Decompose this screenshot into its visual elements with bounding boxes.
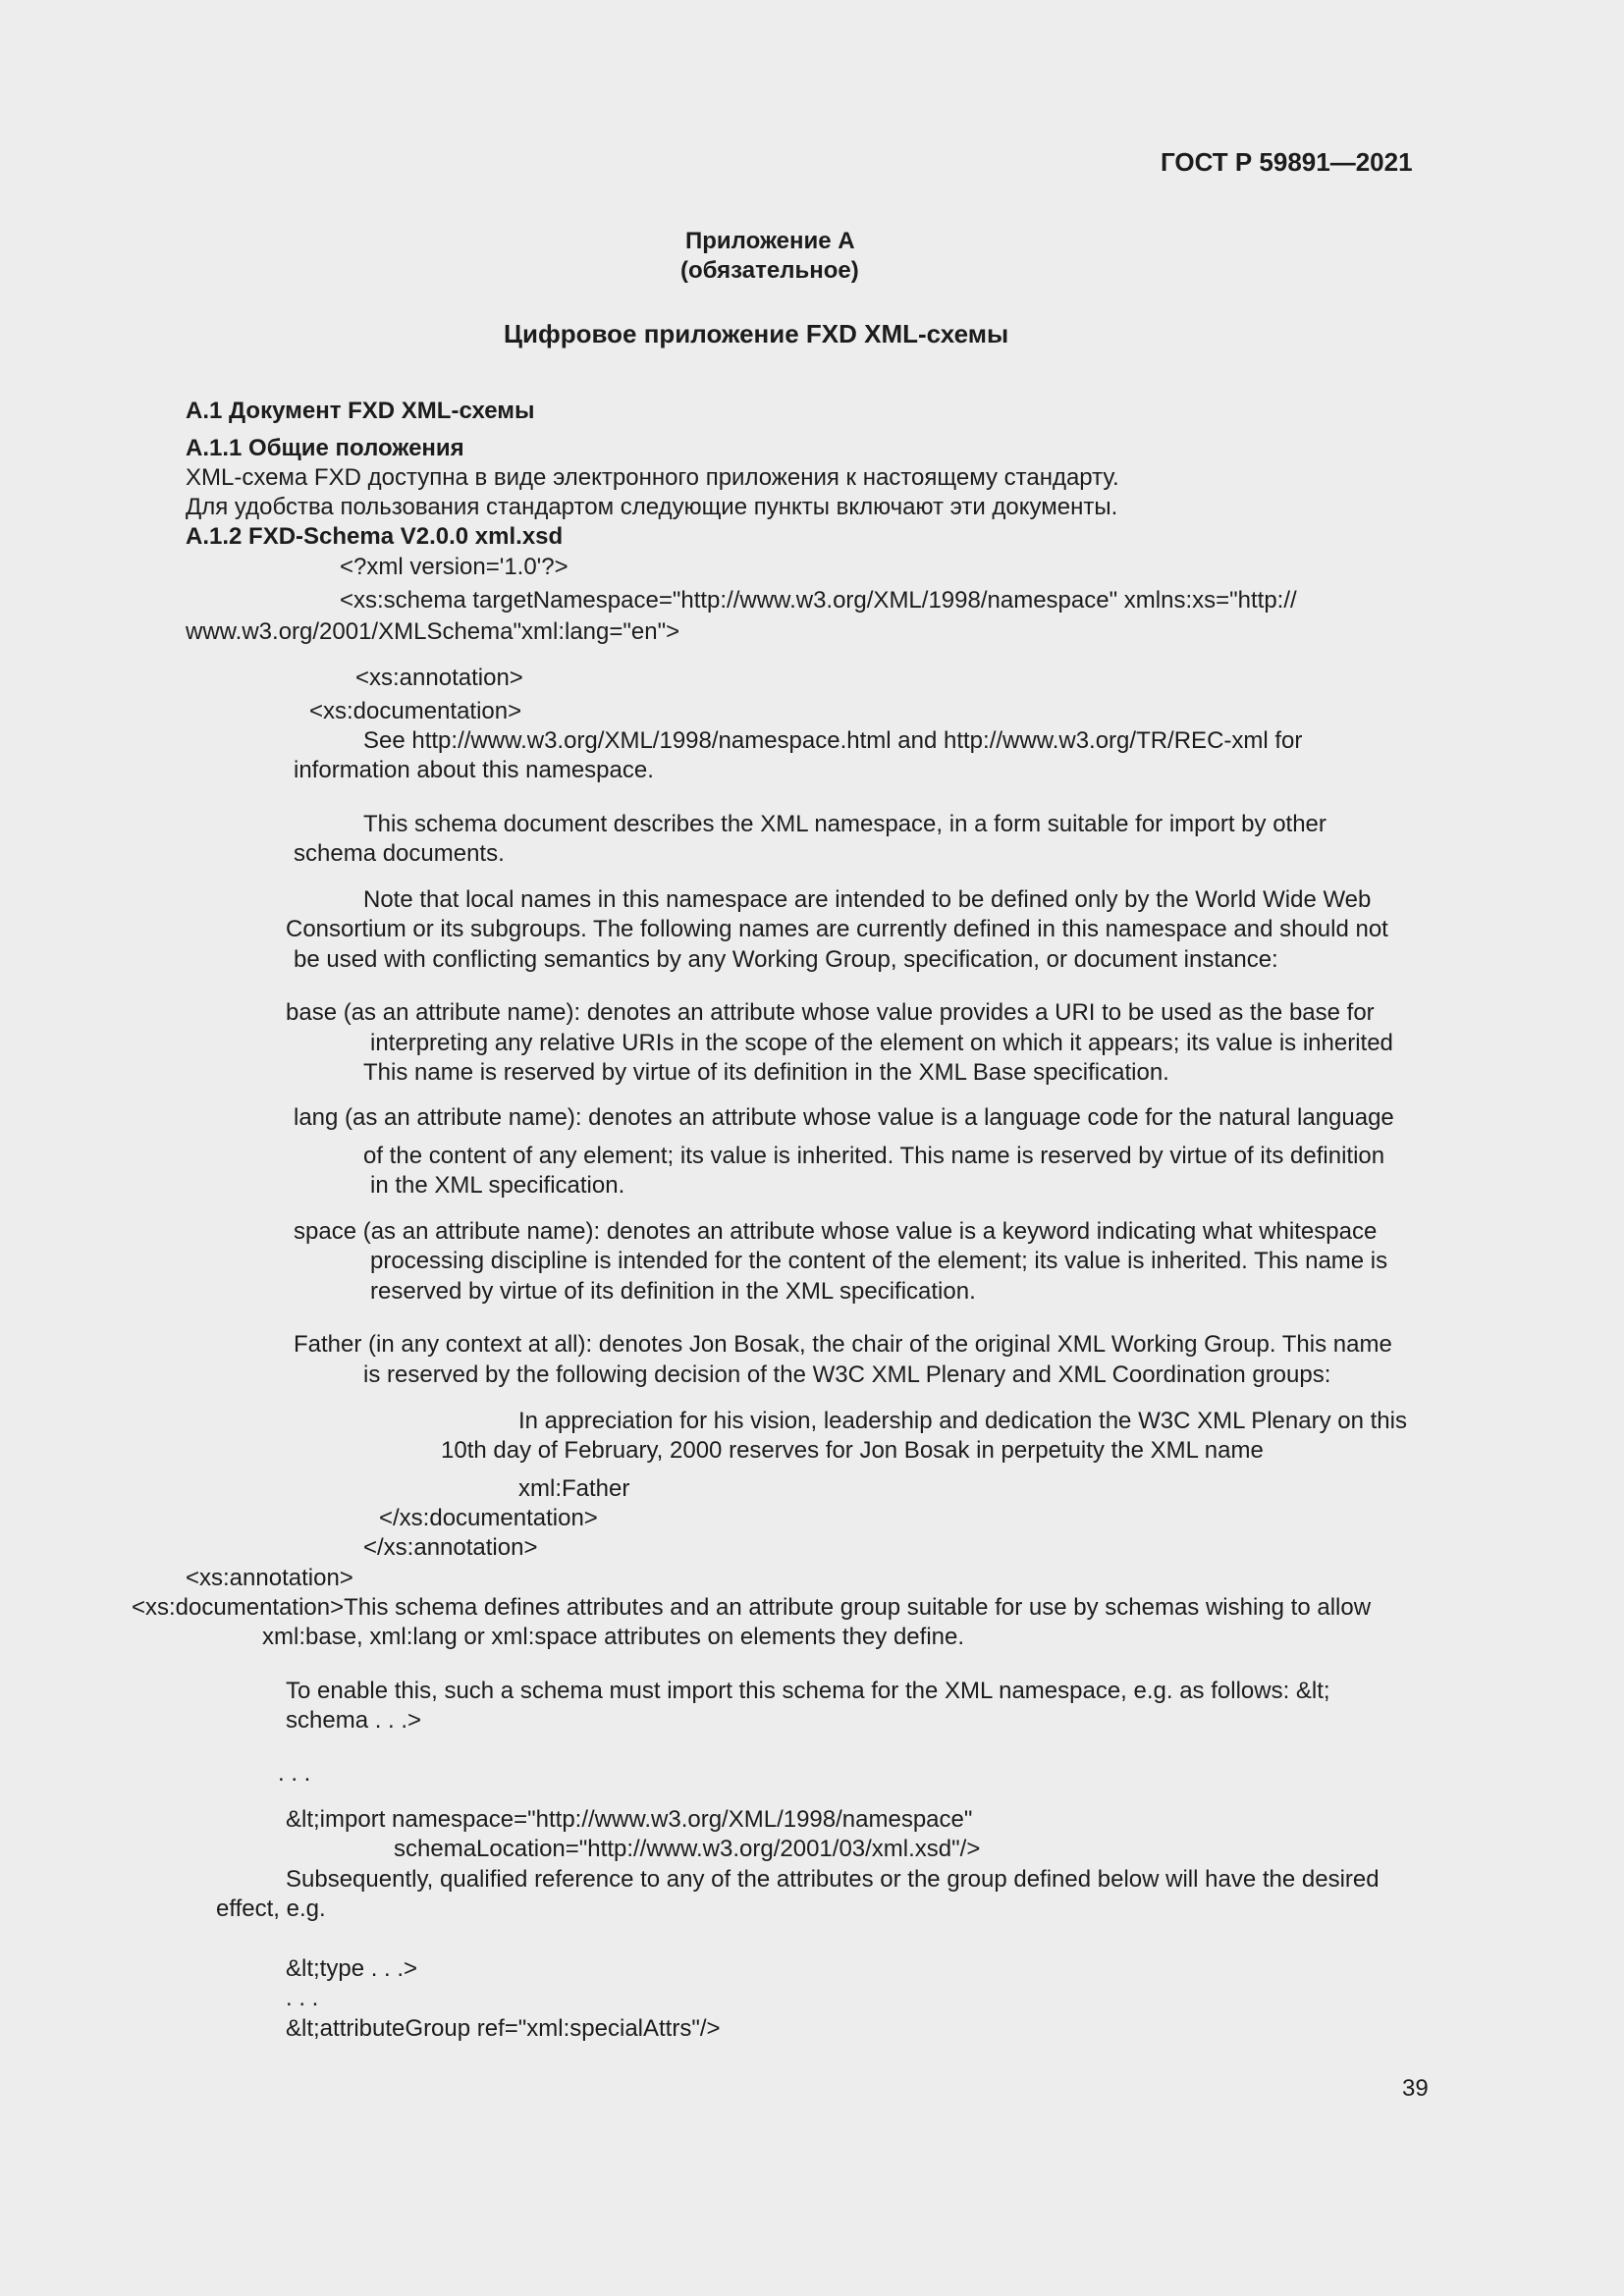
code-line: <xs:documentation>This schema defines attributes and an attribute group suitable for use by schemas wishing to allow bbox=[132, 1594, 1372, 1621]
code-line: www.w3.org/2001/XMLSchema"xml:lang="en"> bbox=[186, 618, 680, 645]
code-line: xml:base, xml:lang or xml:space attributes on elements they define. bbox=[262, 1624, 965, 1650]
code-line: effect, e.g. bbox=[216, 1896, 326, 1922]
code-line: base (as an attribute name): denotes an attribute whose value provides a URI to be used as the base for bbox=[286, 999, 1375, 1026]
section-heading-a12: А.1.2 FXD-Schema V2.0.0 xml.xsd bbox=[186, 523, 564, 550]
annex-status: (обязательное) bbox=[680, 257, 859, 284]
code-line: Consortium or its subgroups. The following names are currently defined in this namespace and should not bbox=[286, 916, 1388, 942]
section-heading-a11: А.1.1 Общие положения bbox=[186, 435, 464, 461]
code-line: <?xml version='1.0'?> bbox=[340, 554, 568, 580]
code-line: is reserved by the following decision of the W3C XML Plenary and XML Coordination groups: bbox=[363, 1362, 1331, 1388]
code-line: <xs:schema targetNamespace="http://www.w3.org/XML/1998/namespace" xmlns:xs="http:// bbox=[340, 587, 1297, 614]
code-line: . . . bbox=[278, 1760, 311, 1787]
page-number: 39 bbox=[1402, 2075, 1429, 2102]
code-line: Subsequently, qualified reference to any of the attributes or the group defined below will have the desired bbox=[286, 1866, 1380, 1893]
code-line: <xs:documentation> bbox=[309, 698, 522, 724]
code-line: This schema document describes the XML namespace, in a form suitable for import by other bbox=[363, 811, 1326, 837]
paragraph: XML-схема FXD доступна в виде электронного приложения к настоящему стандарту. bbox=[186, 464, 1119, 491]
code-line: Note that local names in this namespace are intended to be defined only by the World Wide Web bbox=[363, 886, 1372, 913]
code-line: schema . . .> bbox=[286, 1707, 422, 1734]
code-line: This name is reserved by virtue of its definition in the XML Base specification. bbox=[363, 1059, 1169, 1086]
section-heading-a1: А.1 Документ FXD XML-схемы bbox=[186, 398, 535, 424]
code-line: Father (in any context at all): denotes Jon Bosak, the chair of the original XML Working Group. This name bbox=[294, 1331, 1392, 1358]
code-line: in the XML specification. bbox=[370, 1172, 625, 1199]
code-line: <xs:annotation> bbox=[186, 1565, 353, 1591]
code-line: </xs:annotation> bbox=[363, 1534, 538, 1561]
code-line: reserved by virtue of its definition in the XML specification. bbox=[370, 1278, 976, 1305]
code-line: &lt;attributeGroup ref="xml:specialAttrs"/> bbox=[286, 2015, 721, 2042]
annex-label: Приложение А bbox=[685, 228, 855, 254]
code-line: In appreciation for his vision, leadership and dedication the W3C XML Plenary on this bbox=[518, 1408, 1407, 1434]
code-line: of the content of any element; its value is inherited. This name is reserved by virtue of its definition bbox=[363, 1143, 1385, 1169]
code-line: To enable this, such a schema must import this schema for the XML namespace, e.g. as follows: &lt; bbox=[286, 1678, 1330, 1704]
code-line: schema documents. bbox=[294, 840, 505, 867]
code-line: processing discipline is intended for the content of the element; its value is inherited. This name is bbox=[370, 1248, 1388, 1274]
code-line: interpreting any relative URIs in the scope of the element on which it appears; its value is inherited bbox=[370, 1030, 1393, 1056]
code-line: &lt;type . . .> bbox=[286, 1955, 418, 1982]
code-line: See http://www.w3.org/XML/1998/namespace.html and http://www.w3.org/TR/REC-xml for bbox=[363, 727, 1303, 754]
code-line: 10th day of February, 2000 reserves for Jon Bosak in perpetuity the XML name bbox=[441, 1437, 1264, 1464]
paragraph: Для удобства пользования стандартом следующие пункты включают эти документы. bbox=[186, 494, 1118, 520]
code-line: &lt;import namespace="http://www.w3.org/XML/1998/namespace" bbox=[286, 1806, 973, 1833]
code-line: lang (as an attribute name): denotes an attribute whose value is a language code for the natural language bbox=[294, 1104, 1394, 1131]
code-line: . . . bbox=[286, 1985, 319, 2011]
code-line: be used with conflicting semantics by any Working Group, specification, or document instance: bbox=[294, 946, 1278, 973]
code-line: xml:Father bbox=[518, 1475, 630, 1502]
annex-title: Цифровое приложение FXD XML-схемы bbox=[504, 319, 1009, 348]
code-line: schemaLocation="http://www.w3.org/2001/03/xml.xsd"/> bbox=[394, 1836, 981, 1862]
code-line: space (as an attribute name): denotes an attribute whose value is a keyword indicating what whitespace bbox=[294, 1218, 1378, 1245]
code-line: <xs:annotation> bbox=[355, 665, 523, 691]
code-line: information about this namespace. bbox=[294, 757, 654, 783]
standard-number: ГОСТ Р 59891—2021 bbox=[1161, 147, 1413, 177]
code-line: </xs:documentation> bbox=[379, 1505, 598, 1531]
